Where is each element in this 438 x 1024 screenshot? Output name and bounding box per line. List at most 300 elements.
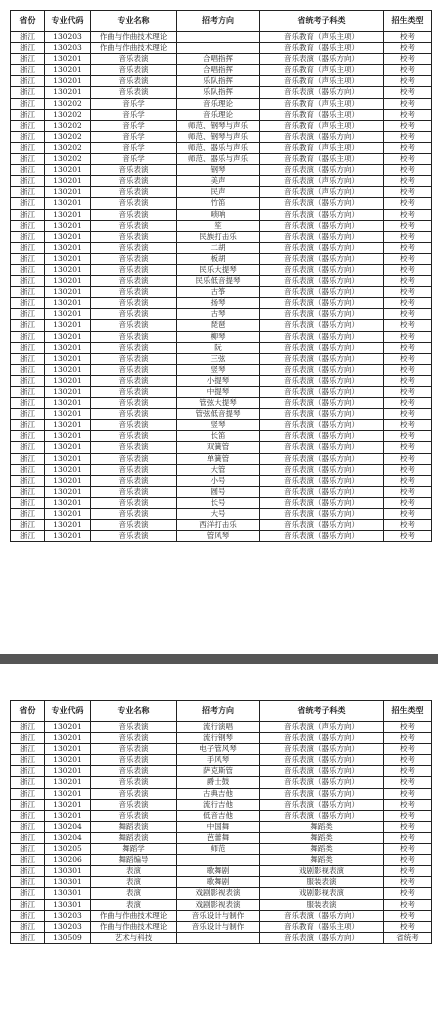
direction-cell: 笙 xyxy=(177,220,260,231)
table-row xyxy=(11,420,432,431)
admission-type-cell: 校考 xyxy=(384,520,432,531)
subject-category-cell: 音乐表演（器乐方向） xyxy=(260,788,384,799)
admission-type-cell: 校考 xyxy=(384,375,432,386)
province-cell: 浙江 xyxy=(11,799,45,810)
admission-type-cell: 校考 xyxy=(384,453,432,464)
major-code-cell: 130201 xyxy=(45,375,91,386)
major-code-cell: 130201 xyxy=(45,486,91,497)
subject-category-cell: 音乐教育（声乐主项） xyxy=(260,76,384,87)
column-header-subject-category: 省统考子科类 xyxy=(260,701,384,722)
major-code-cell: 130201 xyxy=(45,744,91,755)
major-name-cell: 音乐学 xyxy=(91,109,177,120)
subject-category-cell: 音乐教育（器乐主项） xyxy=(260,921,384,932)
major-code-cell: 130301 xyxy=(45,877,91,888)
admission-type-cell: 校考 xyxy=(384,722,432,733)
major-name-cell: 作曲与作曲技术理论 xyxy=(91,32,177,43)
admission-type-cell: 校考 xyxy=(384,87,432,98)
table-row xyxy=(11,154,432,165)
admission-type-cell: 校考 xyxy=(384,187,432,198)
column-header-major-name: 专业名称 xyxy=(91,701,177,722)
direction-cell: 师范、钢琴与声乐 xyxy=(177,131,260,142)
major-name-cell: 音乐表演 xyxy=(91,497,177,508)
province-cell: 浙江 xyxy=(11,154,45,165)
table-row xyxy=(11,253,432,264)
major-name-cell: 音乐表演 xyxy=(91,165,177,176)
table-row xyxy=(11,331,432,342)
admission-type-cell: 校考 xyxy=(384,142,432,153)
table-row xyxy=(11,744,432,755)
subject-category-cell: 戏剧影视表演 xyxy=(260,866,384,877)
major-name-cell: 音乐表演 xyxy=(91,276,177,287)
major-code-cell: 130201 xyxy=(45,320,91,331)
table-row xyxy=(11,409,432,420)
major-name-cell: 音乐表演 xyxy=(91,65,177,76)
major-code-cell: 130201 xyxy=(45,777,91,788)
subject-category-cell: 音乐表演（器乐方向） xyxy=(260,264,384,275)
direction-cell: 大号 xyxy=(177,509,260,520)
province-cell: 浙江 xyxy=(11,32,45,43)
enrollment-table xyxy=(10,10,432,542)
province-cell: 浙江 xyxy=(11,855,45,866)
province-cell: 浙江 xyxy=(11,242,45,253)
subject-category-cell: 音乐教育（声乐主项） xyxy=(260,142,384,153)
table-row xyxy=(11,98,432,109)
table-row xyxy=(11,231,432,242)
subject-category-cell: 音乐教育（声乐主项） xyxy=(260,98,384,109)
direction-cell xyxy=(177,932,260,943)
direction-cell: 长号 xyxy=(177,497,260,508)
admission-type-cell: 校考 xyxy=(384,353,432,364)
direction-cell: 戏剧影视表演 xyxy=(177,899,260,910)
table-row xyxy=(11,520,432,531)
province-cell: 浙江 xyxy=(11,766,45,777)
direction-cell: 管弦低音提琴 xyxy=(177,409,260,420)
direction-cell: 小号 xyxy=(177,475,260,486)
direction-cell: 扬琴 xyxy=(177,298,260,309)
table-row xyxy=(11,309,432,320)
subject-category-cell: 音乐表演（器乐方向） xyxy=(260,375,384,386)
table-row xyxy=(11,431,432,442)
direction-cell: 乐队指挥 xyxy=(177,76,260,87)
major-code-cell: 130202 xyxy=(45,131,91,142)
admission-type-cell: 校考 xyxy=(384,409,432,420)
major-code-cell: 130201 xyxy=(45,464,91,475)
table-row xyxy=(11,921,432,932)
major-code-cell: 130202 xyxy=(45,142,91,153)
subject-category-cell: 舞蹈类 xyxy=(260,855,384,866)
major-name-cell: 音乐表演 xyxy=(91,486,177,497)
table-row xyxy=(11,298,432,309)
direction-cell: 西洋打击乐 xyxy=(177,520,260,531)
subject-category-cell: 音乐表演（器乐方向） xyxy=(260,810,384,821)
major-name-cell: 作曲与作曲技术理论 xyxy=(91,921,177,932)
province-cell: 浙江 xyxy=(11,87,45,98)
province-cell: 浙江 xyxy=(11,387,45,398)
direction-cell: 柳琴 xyxy=(177,331,260,342)
subject-category-cell: 音乐表演（器乐方向） xyxy=(260,242,384,253)
direction-cell: 美声 xyxy=(177,176,260,187)
direction-cell: 合唱指挥 xyxy=(177,54,260,65)
province-cell: 浙江 xyxy=(11,409,45,420)
admission-type-cell: 校考 xyxy=(384,777,432,788)
admission-type-cell: 校考 xyxy=(384,131,432,142)
subject-category-cell: 音乐表演（器乐方向） xyxy=(260,320,384,331)
major-code-cell: 130203 xyxy=(45,43,91,54)
subject-category-cell: 音乐表演（器乐方向） xyxy=(260,231,384,242)
admission-type-cell: 校考 xyxy=(384,442,432,453)
subject-category-cell: 音乐教育（声乐主项） xyxy=(260,65,384,76)
subject-category-cell: 音乐表演（器乐方向） xyxy=(260,398,384,409)
admission-type-cell: 校考 xyxy=(384,331,432,342)
direction-cell xyxy=(177,43,260,54)
admission-type-cell: 校考 xyxy=(384,755,432,766)
table-row xyxy=(11,910,432,921)
province-cell: 浙江 xyxy=(11,431,45,442)
table-row xyxy=(11,165,432,176)
enrollment-table xyxy=(10,700,432,944)
table-row xyxy=(11,832,432,843)
province-cell: 浙江 xyxy=(11,331,45,342)
admission-type-cell: 校考 xyxy=(384,287,432,298)
subject-category-cell: 音乐表演（器乐方向） xyxy=(260,799,384,810)
major-name-cell: 作曲与作曲技术理论 xyxy=(91,910,177,921)
table-row xyxy=(11,888,432,899)
province-cell: 浙江 xyxy=(11,43,45,54)
page-separator xyxy=(0,654,438,664)
subject-category-cell: 舞蹈类 xyxy=(260,821,384,832)
major-code-cell: 130201 xyxy=(45,409,91,420)
admission-type-cell: 校考 xyxy=(384,910,432,921)
direction-cell: 民族打击乐 xyxy=(177,231,260,242)
subject-category-cell: 戏剧影视表演 xyxy=(260,888,384,899)
admission-type-cell: 校考 xyxy=(384,98,432,109)
table-row xyxy=(11,276,432,287)
major-name-cell: 音乐表演 xyxy=(91,788,177,799)
direction-cell: 竹笛 xyxy=(177,198,260,209)
direction-cell: 唢呐 xyxy=(177,209,260,220)
table-row xyxy=(11,877,432,888)
table-row xyxy=(11,176,432,187)
table-row xyxy=(11,486,432,497)
province-cell: 浙江 xyxy=(11,187,45,198)
major-name-cell: 音乐表演 xyxy=(91,464,177,475)
subject-category-cell: 音乐教育（器乐主项） xyxy=(260,43,384,54)
admission-type-cell: 校考 xyxy=(384,788,432,799)
table-row xyxy=(11,387,432,398)
table-row xyxy=(11,142,432,153)
admission-type-cell: 校考 xyxy=(384,810,432,821)
table-row xyxy=(11,844,432,855)
table-row xyxy=(11,375,432,386)
table-row xyxy=(11,722,432,733)
major-code-cell: 130509 xyxy=(45,932,91,943)
major-name-cell: 音乐表演 xyxy=(91,799,177,810)
major-code-cell: 130201 xyxy=(45,788,91,799)
major-code-cell: 130201 xyxy=(45,398,91,409)
admission-type-cell: 校考 xyxy=(384,342,432,353)
table-row xyxy=(11,242,432,253)
major-code-cell: 130201 xyxy=(45,331,91,342)
table-row xyxy=(11,76,432,87)
table-row xyxy=(11,131,432,142)
admission-type-cell: 校考 xyxy=(384,43,432,54)
admission-type-cell: 校考 xyxy=(384,364,432,375)
table-row xyxy=(11,855,432,866)
major-code-cell: 130201 xyxy=(45,733,91,744)
direction-cell: 师范、器乐与声乐 xyxy=(177,142,260,153)
subject-category-cell: 音乐表演（器乐方向） xyxy=(260,276,384,287)
major-name-cell: 音乐表演 xyxy=(91,331,177,342)
province-cell: 浙江 xyxy=(11,932,45,943)
province-cell: 浙江 xyxy=(11,231,45,242)
major-name-cell: 音乐表演 xyxy=(91,453,177,464)
column-header-subject-category: 省统考子科类 xyxy=(260,11,384,32)
column-header-major-code: 专业代码 xyxy=(45,11,91,32)
major-code-cell: 130201 xyxy=(45,165,91,176)
province-cell: 浙江 xyxy=(11,509,45,520)
major-name-cell: 音乐表演 xyxy=(91,420,177,431)
major-name-cell: 音乐表演 xyxy=(91,253,177,264)
province-cell: 浙江 xyxy=(11,54,45,65)
subject-category-cell: 音乐表演（器乐方向） xyxy=(260,733,384,744)
table-row xyxy=(11,497,432,508)
subject-category-cell: 音乐表演（器乐方向） xyxy=(260,442,384,453)
direction-cell: 长笛 xyxy=(177,431,260,442)
table-row xyxy=(11,788,432,799)
province-cell: 浙江 xyxy=(11,497,45,508)
subject-category-cell: 音乐表演（器乐方向） xyxy=(260,453,384,464)
admission-type-cell: 校考 xyxy=(384,877,432,888)
direction-cell: 管弦大提琴 xyxy=(177,398,260,409)
major-code-cell: 130201 xyxy=(45,810,91,821)
table-row xyxy=(11,287,432,298)
table-row xyxy=(11,777,432,788)
major-name-cell: 音乐表演 xyxy=(91,320,177,331)
table-row xyxy=(11,866,432,877)
subject-category-cell: 音乐表演（器乐方向） xyxy=(260,253,384,264)
major-code-cell: 130301 xyxy=(45,866,91,877)
direction-cell: 音乐设计与制作 xyxy=(177,921,260,932)
major-name-cell: 音乐表演 xyxy=(91,242,177,253)
province-cell: 浙江 xyxy=(11,821,45,832)
major-code-cell: 130201 xyxy=(45,87,91,98)
subject-category-cell: 音乐表演（器乐方向） xyxy=(260,464,384,475)
major-code-cell: 130201 xyxy=(45,309,91,320)
province-cell: 浙江 xyxy=(11,342,45,353)
table-row xyxy=(11,464,432,475)
province-cell: 浙江 xyxy=(11,888,45,899)
table-row xyxy=(11,766,432,777)
subject-category-cell: 舞蹈类 xyxy=(260,844,384,855)
subject-category-cell: 音乐教育（声乐主项） xyxy=(260,32,384,43)
subject-category-cell: 音乐教育（器乐主项） xyxy=(260,154,384,165)
subject-category-cell: 音乐表演（器乐方向） xyxy=(260,766,384,777)
province-cell: 浙江 xyxy=(11,198,45,209)
province-cell: 浙江 xyxy=(11,165,45,176)
admission-type-cell: 校考 xyxy=(384,866,432,877)
table-row xyxy=(11,453,432,464)
column-header-major-code: 专业代码 xyxy=(45,701,91,722)
province-cell: 浙江 xyxy=(11,398,45,409)
table-header-row xyxy=(11,701,432,722)
subject-category-cell: 音乐表演（声乐方向） xyxy=(260,176,384,187)
admission-type-cell: 校考 xyxy=(384,744,432,755)
major-name-cell: 音乐表演 xyxy=(91,231,177,242)
major-name-cell: 音乐表演 xyxy=(91,298,177,309)
major-name-cell: 音乐表演 xyxy=(91,209,177,220)
table-row xyxy=(11,799,432,810)
province-cell: 浙江 xyxy=(11,777,45,788)
province-cell: 浙江 xyxy=(11,866,45,877)
table-row xyxy=(11,899,432,910)
subject-category-cell: 音乐表演（器乐方向） xyxy=(260,486,384,497)
province-cell: 浙江 xyxy=(11,309,45,320)
major-code-cell: 130201 xyxy=(45,520,91,531)
major-code-cell: 130201 xyxy=(45,387,91,398)
province-cell: 浙江 xyxy=(11,375,45,386)
subject-category-cell: 音乐表演（器乐方向） xyxy=(260,309,384,320)
subject-category-cell: 音乐表演（器乐方向） xyxy=(260,209,384,220)
direction-cell: 萨克斯管 xyxy=(177,766,260,777)
admission-type-cell: 校考 xyxy=(384,420,432,431)
direction-cell: 手风琴 xyxy=(177,755,260,766)
province-cell: 浙江 xyxy=(11,142,45,153)
subject-category-cell: 音乐表演（器乐方向） xyxy=(260,420,384,431)
subject-category-cell: 音乐表演（器乐方向） xyxy=(260,364,384,375)
major-name-cell: 音乐表演 xyxy=(91,176,177,187)
major-name-cell: 音乐表演 xyxy=(91,364,177,375)
province-cell: 浙江 xyxy=(11,810,45,821)
province-cell: 浙江 xyxy=(11,364,45,375)
major-name-cell: 音乐表演 xyxy=(91,442,177,453)
admission-type-cell: 校考 xyxy=(384,120,432,131)
direction-cell: 阮 xyxy=(177,342,260,353)
table-row xyxy=(11,87,432,98)
major-code-cell: 130201 xyxy=(45,442,91,453)
admission-type-cell: 校考 xyxy=(384,855,432,866)
direction-cell: 爵士鼓 xyxy=(177,777,260,788)
major-name-cell: 音乐表演 xyxy=(91,287,177,298)
admission-type-cell: 校考 xyxy=(384,497,432,508)
subject-category-cell: 音乐表演（器乐方向） xyxy=(260,54,384,65)
subject-category-cell: 音乐表演（器乐方向） xyxy=(260,165,384,176)
direction-cell: 竖琴 xyxy=(177,364,260,375)
major-code-cell: 130201 xyxy=(45,187,91,198)
table-row xyxy=(11,733,432,744)
subject-category-cell: 音乐表演（器乐方向） xyxy=(260,431,384,442)
table-row xyxy=(11,475,432,486)
admission-type-cell: 校考 xyxy=(384,253,432,264)
table-row xyxy=(11,353,432,364)
direction-cell: 圆号 xyxy=(177,486,260,497)
major-name-cell: 音乐表演 xyxy=(91,387,177,398)
major-code-cell: 130201 xyxy=(45,531,91,542)
direction-cell: 歌舞剧 xyxy=(177,877,260,888)
major-name-cell: 音乐表演 xyxy=(91,375,177,386)
major-name-cell: 音乐表演 xyxy=(91,87,177,98)
province-cell: 浙江 xyxy=(11,98,45,109)
subject-category-cell: 音乐表演（器乐方向） xyxy=(260,520,384,531)
admission-type-cell: 校考 xyxy=(384,431,432,442)
major-name-cell: 音乐表演 xyxy=(91,722,177,733)
major-code-cell: 130201 xyxy=(45,766,91,777)
major-name-cell: 音乐表演 xyxy=(91,398,177,409)
subject-category-cell: 音乐表演（器乐方向） xyxy=(260,298,384,309)
major-name-cell: 表演 xyxy=(91,877,177,888)
major-code-cell: 130201 xyxy=(45,364,91,375)
admission-type-cell: 校考 xyxy=(384,320,432,331)
province-cell: 浙江 xyxy=(11,844,45,855)
page-gap xyxy=(0,664,438,692)
table-row xyxy=(11,120,432,131)
direction-cell: 低音吉他 xyxy=(177,810,260,821)
province-cell: 浙江 xyxy=(11,788,45,799)
admission-type-cell: 校考 xyxy=(384,888,432,899)
subject-category-cell: 音乐表演（器乐方向） xyxy=(260,777,384,788)
column-header-direction: 招考方向 xyxy=(177,11,260,32)
direction-cell: 中提琴 xyxy=(177,387,260,398)
major-name-cell: 艺术与科技 xyxy=(91,932,177,943)
table-row xyxy=(11,755,432,766)
subject-category-cell: 音乐表演（器乐方向） xyxy=(260,509,384,520)
table-row xyxy=(11,398,432,409)
major-name-cell: 音乐表演 xyxy=(91,431,177,442)
subject-category-cell: 音乐表演（器乐方向） xyxy=(260,744,384,755)
major-code-cell: 130201 xyxy=(45,65,91,76)
admission-type-cell: 校考 xyxy=(384,832,432,843)
major-code-cell: 130201 xyxy=(45,453,91,464)
admission-type-cell: 校考 xyxy=(384,509,432,520)
province-cell: 浙江 xyxy=(11,209,45,220)
major-code-cell: 130201 xyxy=(45,475,91,486)
admission-type-cell: 校考 xyxy=(384,398,432,409)
direction-cell: 芭蕾舞 xyxy=(177,832,260,843)
subject-category-cell: 音乐表演（器乐方向） xyxy=(260,342,384,353)
direction-cell: 钢琴 xyxy=(177,165,260,176)
table-row xyxy=(11,220,432,231)
admission-type-cell: 校考 xyxy=(384,844,432,855)
major-name-cell: 音乐表演 xyxy=(91,264,177,275)
direction-cell: 大管 xyxy=(177,464,260,475)
major-code-cell: 130202 xyxy=(45,109,91,120)
major-name-cell: 音乐表演 xyxy=(91,744,177,755)
table-row xyxy=(11,810,432,821)
major-code-cell: 130201 xyxy=(45,198,91,209)
major-code-cell: 130201 xyxy=(45,76,91,87)
table-row xyxy=(11,65,432,76)
major-name-cell: 舞蹈学 xyxy=(91,844,177,855)
subject-category-cell: 音乐表演（器乐方向） xyxy=(260,409,384,420)
province-cell: 浙江 xyxy=(11,744,45,755)
major-code-cell: 130201 xyxy=(45,242,91,253)
table-row xyxy=(11,43,432,54)
table-row xyxy=(11,364,432,375)
table-header-row xyxy=(11,11,432,32)
column-header-admission-type: 招生类型 xyxy=(384,701,432,722)
major-code-cell: 130203 xyxy=(45,32,91,43)
direction-cell: 板胡 xyxy=(177,253,260,264)
table-row xyxy=(11,932,432,943)
major-code-cell: 130201 xyxy=(45,231,91,242)
admission-type-cell: 校考 xyxy=(384,231,432,242)
admission-type-cell: 校考 xyxy=(384,264,432,275)
column-header-admission-type: 招生类型 xyxy=(384,11,432,32)
province-cell: 浙江 xyxy=(11,910,45,921)
subject-category-cell: 服装表演 xyxy=(260,877,384,888)
major-name-cell: 音乐表演 xyxy=(91,54,177,65)
admission-type-cell: 校考 xyxy=(384,220,432,231)
subject-category-cell: 音乐表演（器乐方向） xyxy=(260,531,384,542)
